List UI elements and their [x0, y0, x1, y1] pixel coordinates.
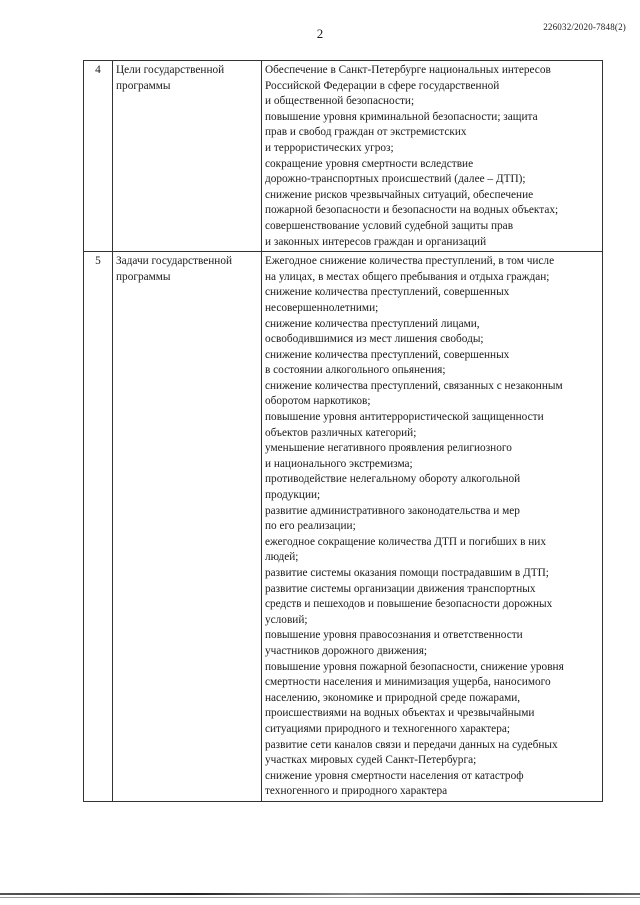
row-label-line: Цели государственной [116, 64, 225, 76]
row-label-line: Задачи государственной [116, 255, 233, 268]
row-content-line: повышение уровня пожарной безопасности, снижение уровня [265, 660, 564, 673]
row-content-line: и общественной безопасности; [265, 95, 415, 108]
row-content-line: и национального экстремизма; [265, 457, 413, 470]
row-content-line: и законных интересов граждан и организаций [265, 235, 487, 248]
row-content-line: пожарной безопасности и безопасности на водных объектах; [265, 204, 559, 217]
row-content-line: снижение количества преступлений лицами, [265, 317, 480, 330]
row-content-line: Российской Федерации в сфере государственной [265, 79, 500, 92]
page-number: 2 [316, 26, 324, 41]
row-content-line: объектов различных категорий; [265, 426, 417, 439]
row-content-line: снижение количества преступлений, совершенных [265, 286, 510, 299]
row-content-line: участников дорожного движения; [265, 644, 428, 657]
row-content-line: развитие сети каналов связи и передачи данных на судебных [265, 738, 558, 751]
row-content-line: условий; [265, 613, 308, 626]
row-content-line: снижение уровня смертности населения от катастроф [265, 769, 524, 782]
row-content-line: снижение количества преступлений, связанных с незаконным [265, 379, 563, 392]
row-content-line: ежегодное сокращение количества ДТП и погибших в них [265, 535, 546, 548]
row-content-line: населению, экономике и природной среде пожарами, [265, 691, 521, 704]
table-row [84, 252, 603, 802]
table-row [84, 61, 603, 252]
row-content-line: снижение рисков чрезвычайных ситуаций, обеспечение [265, 188, 534, 201]
row-content-line: оборотом наркотиков; [265, 395, 371, 408]
row-content-line: смертности населения и минимизация ущерба, наносимого [265, 676, 551, 689]
row-content-line: повышение уровня правосознания и ответственности [265, 629, 523, 642]
row-content-line: повышение уровня криминальной безопасности; защита [265, 110, 538, 123]
program-table [83, 60, 603, 802]
row-content-line: сокращение уровня смертности вследствие [265, 157, 474, 170]
row-content-line: людей; [265, 551, 299, 564]
row-content-line: на улицах, в местах общего пребывания и отдыха граждан; [265, 270, 550, 283]
row-content-line: освободившимися из мест лишения свободы; [265, 333, 484, 346]
row-number: 4 [84, 61, 113, 252]
row-content-line: снижение количества преступлений, совершенных [265, 348, 510, 361]
row-label [113, 61, 262, 252]
row-content [262, 61, 603, 252]
row-content-line: техногенного и природного характера [265, 785, 448, 798]
row-content-line: совершенствование условий судебной защиты прав [265, 219, 514, 232]
row-content-line: развитие системы организации движения транспортных [265, 582, 536, 595]
row-content-line: развитие административного законодательства и мер [265, 504, 520, 517]
program-table-body [84, 61, 603, 802]
row-content-line: ситуациями природного и техногенного характера; [265, 722, 510, 735]
bottom-scan-rule-secondary [0, 897, 640, 898]
row-content-line: Ежегодное снижение количества преступлений, в том числе [265, 255, 555, 268]
row-content [262, 252, 603, 802]
row-content-line: прав и свобод граждан от экстремистских [265, 126, 467, 139]
row-label-line: программы [116, 79, 171, 92]
row-content-line: средств и пешеходов и повышение безопасности дорожных [265, 598, 553, 611]
bottom-scan-rule [0, 893, 640, 895]
row-content-line: противодействие нелегальному обороту алкогольной [265, 473, 521, 486]
row-label [113, 252, 262, 802]
row-content-line: Обеспечение в Санкт-Петербурге национальных интересов [265, 64, 551, 76]
row-content-line: участках мировых судей Санкт-Петербурга; [265, 754, 477, 767]
row-content-line: продукции; [265, 489, 321, 502]
row-label-line: программы [116, 270, 171, 283]
row-content-line: дорожно-транспортных происшествий (далее – ДТП); [265, 173, 526, 186]
row-content-line: в состоянии алкогольного опьянения; [265, 364, 446, 377]
row-content-line: происшествиями на водных объектах и чрезвычайными [265, 707, 535, 720]
row-content-line: уменьшение негативного проявления религиозного [265, 442, 512, 455]
row-content-line: развитие системы оказания помощи пострадавшим в ДТП; [265, 567, 549, 579]
document-reference: 226032/2020-7848(2) [543, 22, 626, 32]
row-content-line: по его реализации; [265, 520, 356, 533]
row-content-line: и террористических угроз; [265, 141, 394, 154]
row-content-line: несовершеннолетними; [265, 301, 379, 314]
row-content-line: повышение уровня антитеррористической защищенности [265, 411, 544, 424]
row-number: 5 [84, 252, 113, 802]
